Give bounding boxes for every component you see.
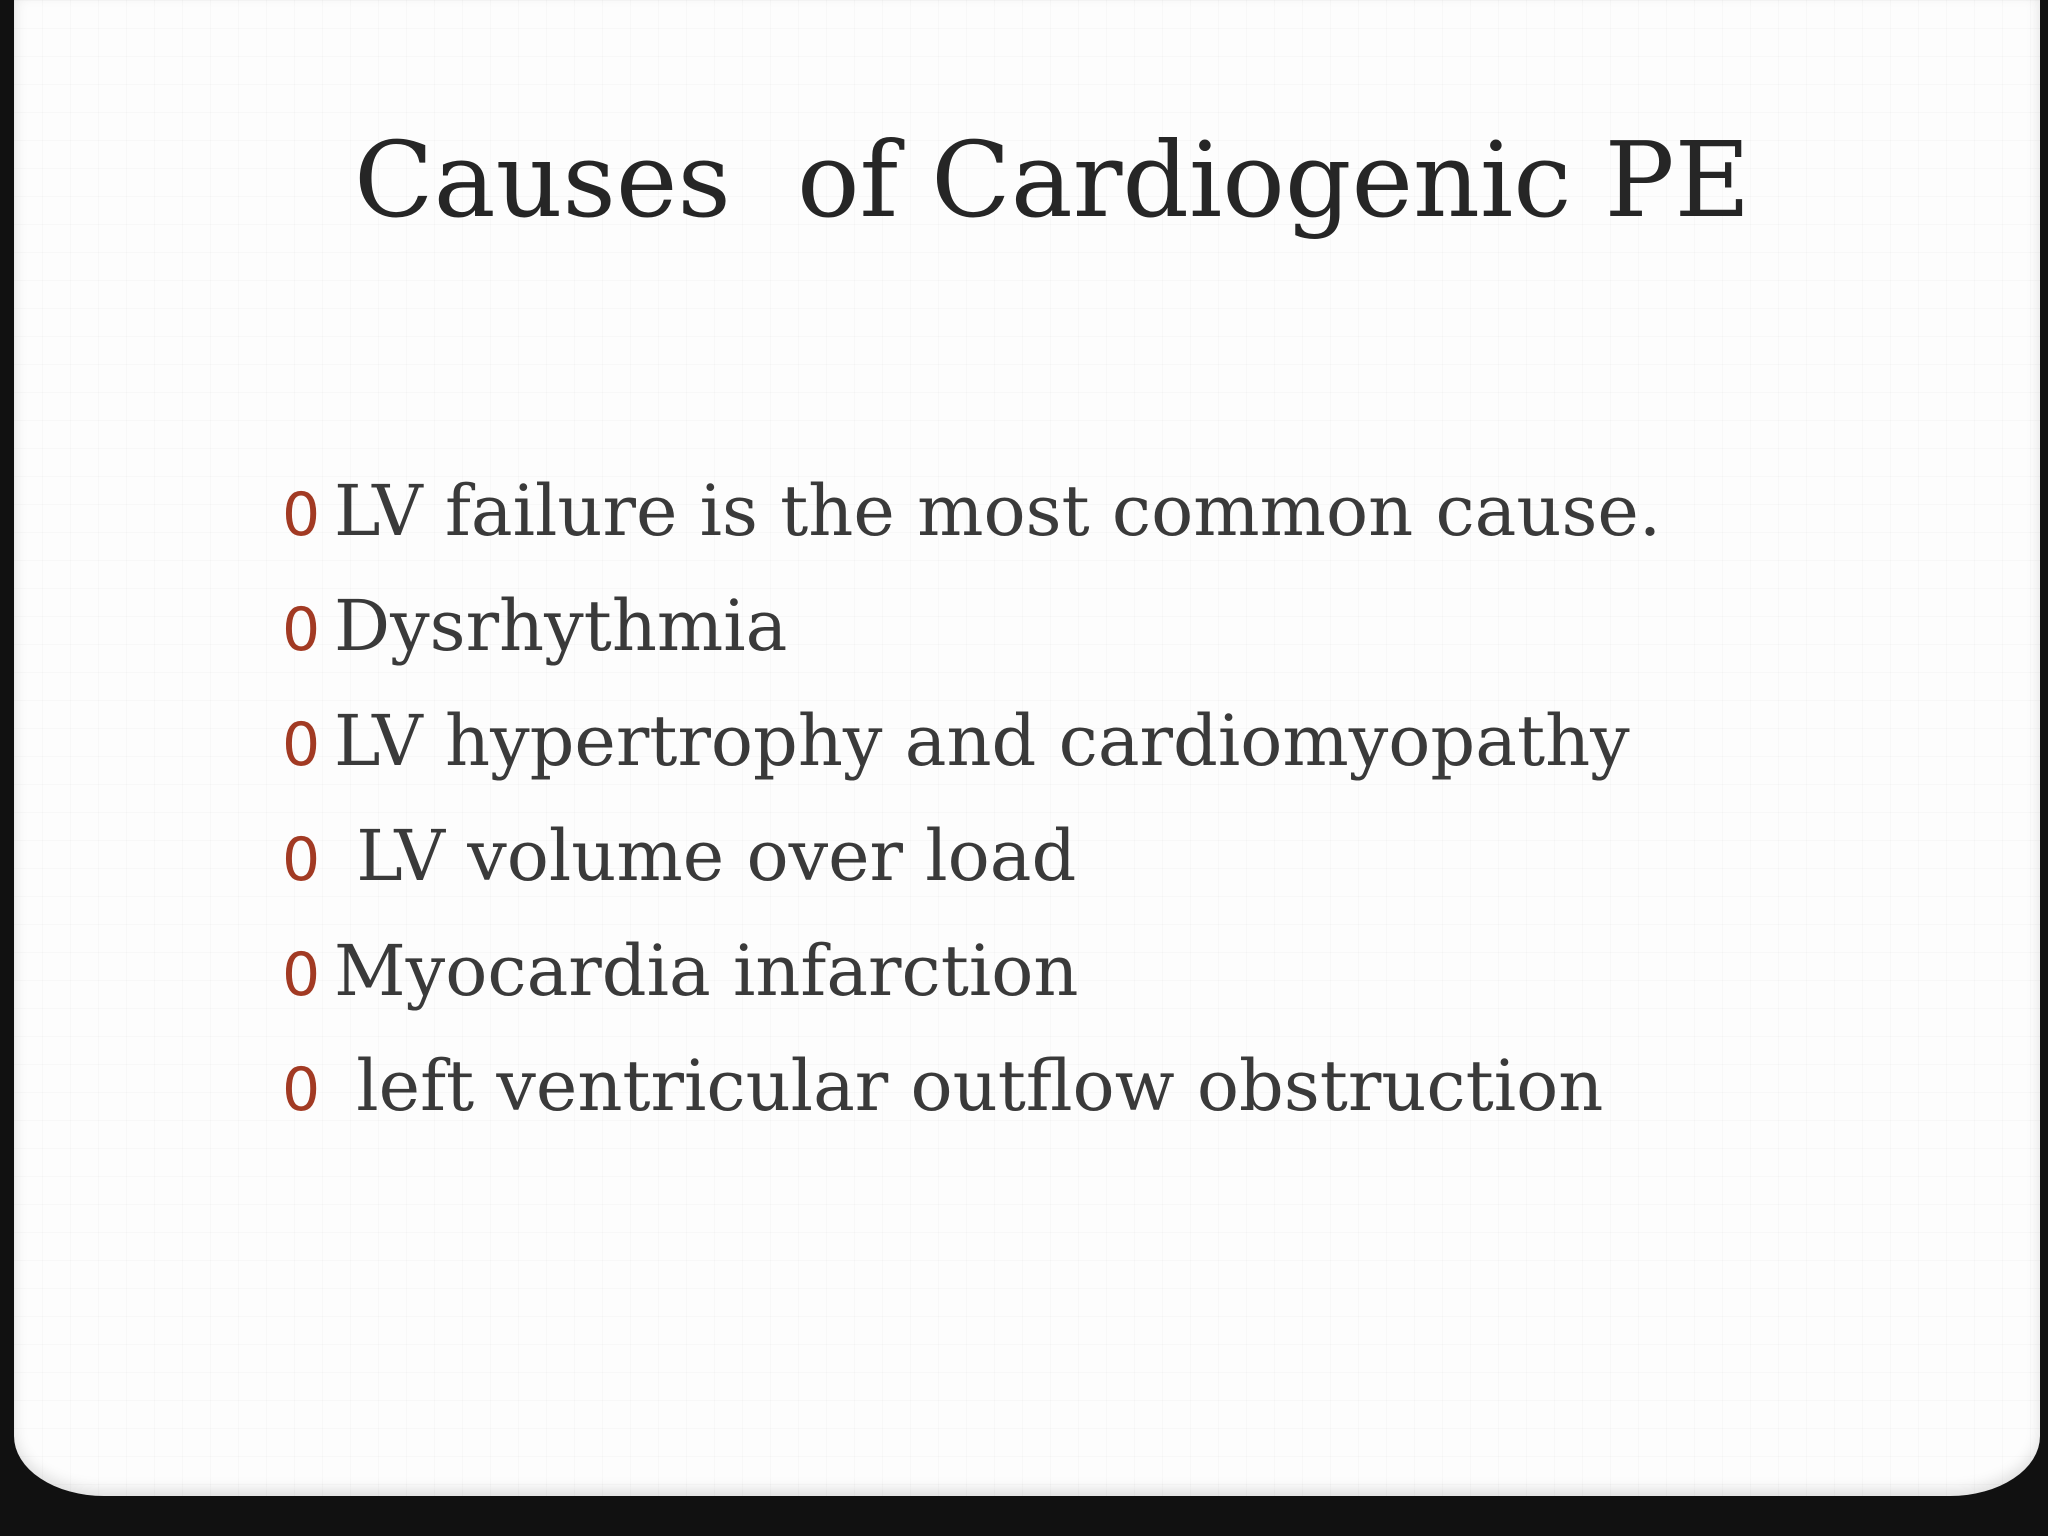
bullet-text: LV volume over load xyxy=(334,815,1077,897)
bullet-text: LV hypertrophy and cardiomyopathy xyxy=(334,700,1630,782)
bullet-text: LV failure is the most common cause. xyxy=(334,470,1662,552)
bullet-marker-icon: 0 xyxy=(282,940,321,1010)
bullet-text: Myocardia infarction xyxy=(334,930,1079,1012)
slide-title: Causes of Cardiogenic PE xyxy=(354,119,1751,241)
bullet-marker-icon: 0 xyxy=(282,710,321,780)
slide xyxy=(14,0,2040,1496)
bullet-item xyxy=(282,930,1982,1045)
bullet-marker-icon: 0 xyxy=(282,1055,321,1125)
bullet-item xyxy=(282,815,1982,930)
bullet-marker-icon: 0 xyxy=(282,595,321,665)
bullet-marker-icon: 0 xyxy=(282,480,321,550)
bullet-item xyxy=(282,470,1982,585)
bullet-item xyxy=(282,1045,1982,1160)
bullet-text: left ventricular outflow obstruction xyxy=(334,1045,1604,1127)
bullet-text: Dysrhythmia xyxy=(334,585,788,667)
bullet-marker-icon: 0 xyxy=(282,825,321,895)
bullet-item xyxy=(282,700,1982,815)
bullet-list xyxy=(282,470,1982,1160)
bullet-item xyxy=(282,585,1982,700)
